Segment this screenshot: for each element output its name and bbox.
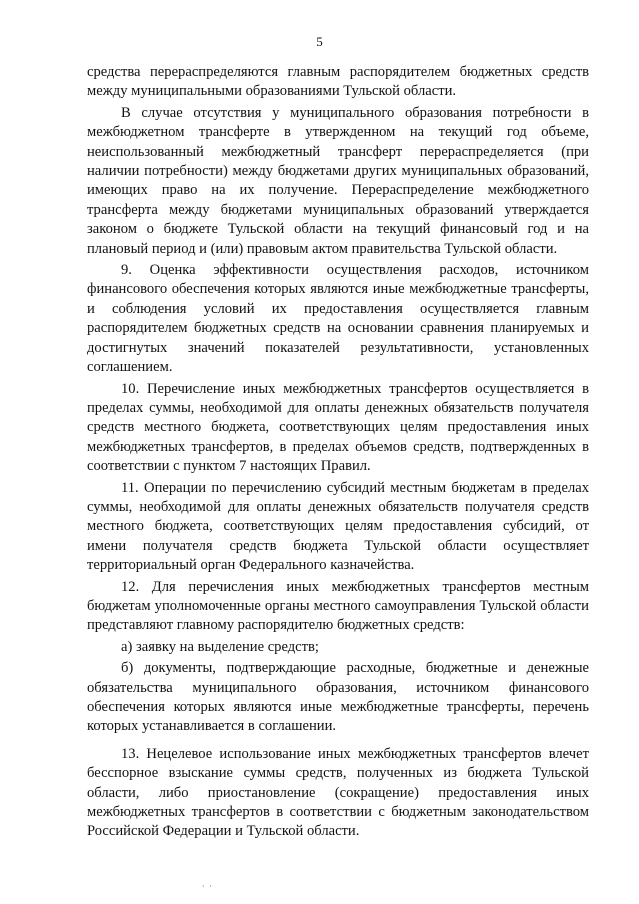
paragraph-item-10: 10. Перечисление иных межбюджетных трансфертов осуществляется в пределах суммы, необходимой для оплаты денежных обязательств получателя средств местного бюджета, соответствующих целям предоставления иных межбюджетных трансфертов, в пределах объемов средств, подтвержденных в соответствии с пунктом 7 настоящих Правил.: [87, 380, 589, 475]
paragraph-item-12: 12. Для перечисления иных межбюджетных трансфертов местным бюджетам уполномоченные органы местного самоуправления Тульской области представляют главному распорядителю бюджетных средств:: [87, 578, 589, 634]
paragraph-item-13: 13. Нецелевое использование иных межбюджетных трансфертов влечет бесспорное взыскание суммы средств, полученных из бюджета Тульской области, либо приостановление (сокращение) предоставления иных межбюджетных трансфертов в соответствии с бюджетным законодательством Российской Федерации и Тульской области.: [87, 745, 589, 840]
paragraph-item-9: 9. Оценка эффективности осуществления расходов, источником финансового обеспечения которых являются иные межбюджетные трансферты, и соблюдения условий их предоставления осуществляется главным распорядителем бюджетных средств на основании сравнения планируемых и достигнутых значений показателей результативности, установленных соглашением.: [87, 262, 589, 376]
paragraph-item-11: 11. Операции по перечислению субсидий местным бюджетам в пределах суммы, необходимой для оплаты денежных обязательств получателя средств местного бюджета, соответствующих целям предоставления субсидий, от имени получателя средств бюджета Тульской области осуществляет территориальный орган Федерального казначейства.: [87, 479, 589, 574]
page-number: 5: [316, 34, 323, 49]
paragraph-redistribution: В случае отсутствия у муниципального образования потребности в межбюджетном трансферте в утвержденном на текущий год объеме, неиспользованный межбюджетный трансферт перераспределяется (при наличии потребности) между бюджетами других муниципальных образований, имеющих право на их получение. Перераспределение межбюджетного трансферта между бюджетами муниципальных образований утверждается законом о бюджете Тульской области на текущий финансовый год и на плановый период и (или) правовым актом правительства Тульской области.: [87, 104, 589, 257]
paragraph-item-12-b: б) документы, подтверждающие расходные, бюджетные и денежные обязательства муниципального образования, источником финансового обеспечения которых являются иные межбюджетные трансферты, перечень которых устанавливается в соглашении.: [87, 660, 589, 735]
paragraph-continuation: средства перераспределяются главным распорядителем бюджетных средств между муниципальными образованиями Тульской области.: [87, 64, 589, 100]
paragraph-item-12-a: а) заявку на выделение средств;: [121, 638, 319, 655]
document-body: [87, 63, 589, 844]
footer-mark: · ·: [202, 882, 213, 891]
